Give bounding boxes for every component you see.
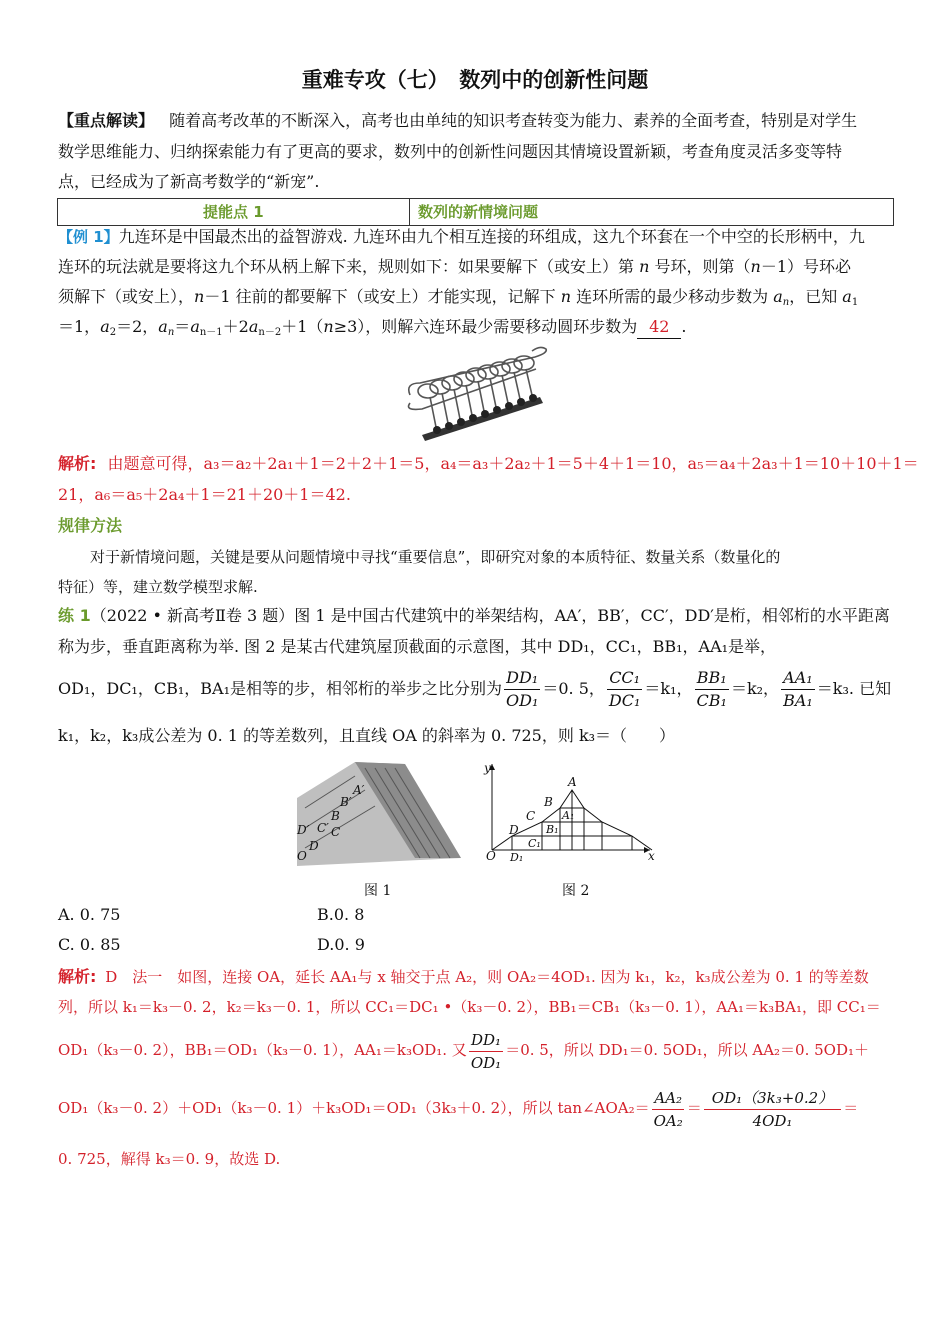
practice1-label: 练 1: [58, 606, 91, 625]
fig2-label-c: C: [526, 809, 536, 823]
fig1-label-b-prime: B′: [340, 795, 352, 809]
fig1-label-c-prime: C′: [317, 821, 329, 835]
fig2-label-b1: B₁: [546, 823, 559, 836]
var-n: n: [639, 257, 650, 276]
fig1-label-o: O: [297, 849, 307, 863]
practice1-line-2: 称为步，垂直距离称为举. 图 2 是某古代建筑屋顶截面的示意图，其中 DD₁，CC₁，BB₁，AA₁是举，: [58, 637, 777, 656]
var-n: n: [323, 317, 334, 336]
frac-den: 4OD₁: [752, 1111, 793, 1130]
option-a[interactable]: A. 0. 75: [58, 905, 121, 924]
frac-den: DC₁: [608, 691, 641, 710]
frac-den: OD₁: [506, 691, 539, 710]
fig1-label-d-prime: D′: [297, 823, 310, 837]
fraction-cc1-dc1: [607, 668, 642, 711]
fraction-bb1-cb1: [695, 668, 729, 711]
solution2-line-2: 列，所以 k₁＝k₃－0. 2，k₂＝k₃－0. 1，所以 CC₁＝DC₁ •（k₃－0. 2），BB₁＝CB₁（k₃－0. 1），AA₁＝k₃BA₁，即 CC₁＝: [58, 998, 881, 1016]
fig2-label-a1: A₁: [562, 809, 575, 822]
fig1-label-a-prime: A′: [353, 783, 365, 797]
frac-num: DD₁: [504, 668, 540, 690]
solution2-eq7: ＝: [843, 1099, 859, 1117]
example1-label: 【例 1】: [58, 228, 119, 246]
example1-text-3a: 须解下（或安上），: [58, 287, 195, 306]
solution2-line-1: [58, 966, 869, 988]
tip-point-label: 提能点 1: [203, 203, 264, 221]
solution2-line-5: 0. 725，解得 k₃＝0. 9，故选 D.: [58, 1150, 281, 1168]
fig2-label-a: A: [568, 775, 577, 789]
sub-1: 1: [851, 297, 859, 308]
sub-n: n: [167, 327, 175, 338]
example1-text-2a: 连环的玩法就是要将这九个环从柄上解下来，规则如下：如果要解下（或安上）第: [58, 257, 640, 276]
solution2-eq6: ＝: [686, 1099, 702, 1117]
option-b[interactable]: B.0. 8: [317, 905, 365, 924]
example1-text-4c: ＝: [174, 317, 191, 336]
practice1-eq3: ＝k₂，: [730, 679, 780, 698]
fig2-label-b: B: [544, 795, 553, 809]
intro-label: 【重点解读】: [58, 111, 155, 130]
page-title: 重难专攻（七） 数列中的创新性问题: [301, 68, 649, 92]
example1-text-4b: ＝2，: [116, 317, 159, 336]
example1-text-4e: ＋1（: [281, 317, 324, 336]
method-line-2: 特征）等，建立数学模型求解.: [58, 578, 258, 596]
sub-2: 2: [109, 327, 117, 338]
frac-num: AA₁: [781, 668, 815, 690]
frac-den: OD₁: [470, 1053, 502, 1072]
option-d[interactable]: D.0. 9: [317, 935, 365, 954]
tip-point-box: [57, 198, 894, 226]
practice1-eq1: ＝0. 5，: [542, 679, 605, 698]
var-a: a: [158, 317, 168, 336]
sub-n: n: [782, 297, 790, 308]
figure1-caption: 图 1: [364, 883, 392, 899]
practice1-line-1: [58, 605, 890, 627]
solution2-label: 解析:: [58, 967, 97, 986]
solution2-text-3a: OD₁（k₃－0. 2），BB₁＝OD₁（k₃－0. 1），AA₁＝k₃OD₁. 又: [58, 1041, 467, 1059]
intro-text-1: 随着高考改革的不断深入，高考也由单纯的知识考查转变为能力、素养的全面考查，特别是对学生: [169, 111, 858, 130]
example1-text-3d: ，已知: [789, 287, 843, 306]
example1-text-3b: －1 往前的都要解下（或安上）才能实现，记解下: [204, 287, 561, 306]
example1-text-2b: 号环，则第（: [649, 257, 751, 276]
fig2-label-o: O: [486, 849, 496, 863]
fig1-label-d: D: [309, 839, 319, 853]
method-heading: 规律方法: [58, 516, 123, 535]
practice1-line-4: k₁，k₂，k₃成公差为 0. 1 的等差数列，且直线 OA 的斜率为 0. 725，则 k₃＝（ ）: [58, 726, 676, 745]
fraction-od1-expression: [704, 1088, 841, 1131]
nine-rings-puzzle-illustration: [400, 345, 550, 445]
var-a: a: [248, 317, 259, 336]
example1-text-1: 九连环是中国最杰出的益智游戏. 九连环由九个相互连接的环组成，这九个环套在一个中空的长形柄中，九: [118, 227, 865, 246]
example1-line-1: [58, 226, 865, 248]
example1-text-3c: 连环所需的最少移动步数为: [571, 287, 774, 306]
fraction-aa1-ba1: [781, 668, 815, 711]
example1-answer: 42: [637, 316, 681, 339]
frac-num: CC₁: [607, 668, 642, 690]
example1-line-3: [58, 286, 858, 308]
figure2-caption: 图 2: [562, 883, 590, 899]
solution2-text-4a: OD₁（k₃－0. 2）＋OD₁（k₃－0. 1）＋k₃OD₁＝OD₁（3k₃＋0. 2），所以 tan∠AOA₂＝: [58, 1099, 650, 1117]
figure2-roof-section-diagram: [482, 760, 658, 864]
solution2-text-3b: ＝0. 5，所以 DD₁＝0. 5OD₁，所以 AA₂＝0. 5OD₁＋: [505, 1041, 870, 1059]
solution2-line-3: [58, 1025, 869, 1075]
fraction-aa2-oa2: [652, 1088, 685, 1131]
example1-line-2: [58, 256, 851, 278]
figure1-roof-structure-photo: [295, 758, 463, 866]
tip-point-divider: [409, 199, 410, 225]
var-n: n: [750, 257, 761, 276]
var-n: n: [194, 287, 205, 306]
practice1-line-3: [58, 664, 891, 714]
solution1-line-2: 21，a₆＝a₅＋2a₄＋1＝21＋20＋1＝42.: [58, 485, 351, 504]
frac-num: OD₁（3k₃+0.2）: [704, 1088, 841, 1110]
fig1-label-b: B: [331, 809, 340, 823]
sub-n-2: n－2: [258, 327, 282, 338]
solution2-text-1: D 法一 如图，连接 OA，延长 AA₁与 x 轴交于点 A₂，则 OA₂＝4OD₁. 因为 k₁，k₂，k₃成公差为 0. 1 的等差数: [105, 968, 869, 986]
example1-text-4a: ＝1，: [58, 317, 101, 336]
tip-point-topic: 数列的新情境问题: [418, 203, 539, 221]
frac-den: BA₁: [783, 691, 813, 710]
sub-n-1: n－1: [199, 327, 223, 338]
var-n: n: [560, 287, 571, 306]
example1-text-2c: －1）号环必: [760, 257, 851, 276]
frac-num: AA₂: [652, 1088, 684, 1110]
fig1-label-c: C: [331, 825, 341, 839]
example1-text-4f: ≥3），则解六连环最少需要移动圆环步数为: [333, 317, 638, 336]
option-c[interactable]: C. 0. 85: [58, 935, 121, 954]
example1-line-4: ＝1，$a_2=2$，$a_n=a_{n-1}+2a_{n-2}+1(n\ge 3)$，则解六连环最少需要移动圆环步数为 42 .: [58, 317, 687, 338]
var-a: a: [100, 317, 110, 336]
solution1-label: 解析:: [58, 454, 97, 473]
practice1-eq4: ＝k₃. 已知: [816, 679, 892, 698]
intro-line-2: 数学思维能力、归纳探索能力有了更高的要求，数列中的创新性问题因其情境设置新颖，考查角度灵活多变等特: [58, 142, 843, 161]
intro-line-3: 点，已经成为了新高考数学的“新宠”.: [58, 172, 320, 191]
example1-text-4d: ＋2: [222, 317, 249, 336]
method-line-1: 对于新情境问题，关键是要从问题情境中寻找“重要信息”，即研究对象的本质特征、数量关系（数量化的: [90, 548, 781, 566]
frac-den: CB₁: [696, 691, 727, 710]
frac-num: DD₁: [469, 1030, 503, 1052]
fraction-dd1-od1-solution: [469, 1030, 503, 1073]
var-a: a: [190, 317, 200, 336]
fraction-dd1-od1: [504, 668, 540, 711]
intro-line-1: [58, 110, 857, 132]
fig2-label-c1: C₁: [528, 837, 541, 850]
practice1-text-3a: OD₁，DC₁，CB₁，BA₁是相等的步，相邻桁的举步之比分别为: [58, 679, 502, 698]
solution2-line-4: [58, 1083, 858, 1133]
solution1-line-1: [58, 453, 919, 475]
solution1-text-1: 由题意可得，a₃＝a₂＋2a₁＋1＝2＋2＋1＝5，a₄＝a₃＋2a₂＋1＝5＋4＋1＝10，a₅＝a₄＋2a₃＋1＝10＋10＋1＝: [107, 454, 919, 473]
frac-den: OA₂: [653, 1111, 683, 1130]
fig2-label-x: x: [648, 849, 655, 863]
fig2-label-y: y: [484, 761, 491, 775]
practice1-eq2: ＝k₁，: [644, 679, 693, 698]
var-a: a: [773, 287, 783, 306]
practice1-text-1: （2022 • 新高考Ⅱ卷 3 题）图 1 是中国古代建筑中的举架结构，AA′，BB′，CC′，DD′是桁，相邻桁的水平距离: [90, 606, 890, 625]
var-a: a: [842, 287, 852, 306]
fig2-label-d: D: [509, 823, 519, 837]
frac-num: BB₁: [695, 668, 729, 690]
fig2-label-d1: D₁: [510, 851, 524, 864]
